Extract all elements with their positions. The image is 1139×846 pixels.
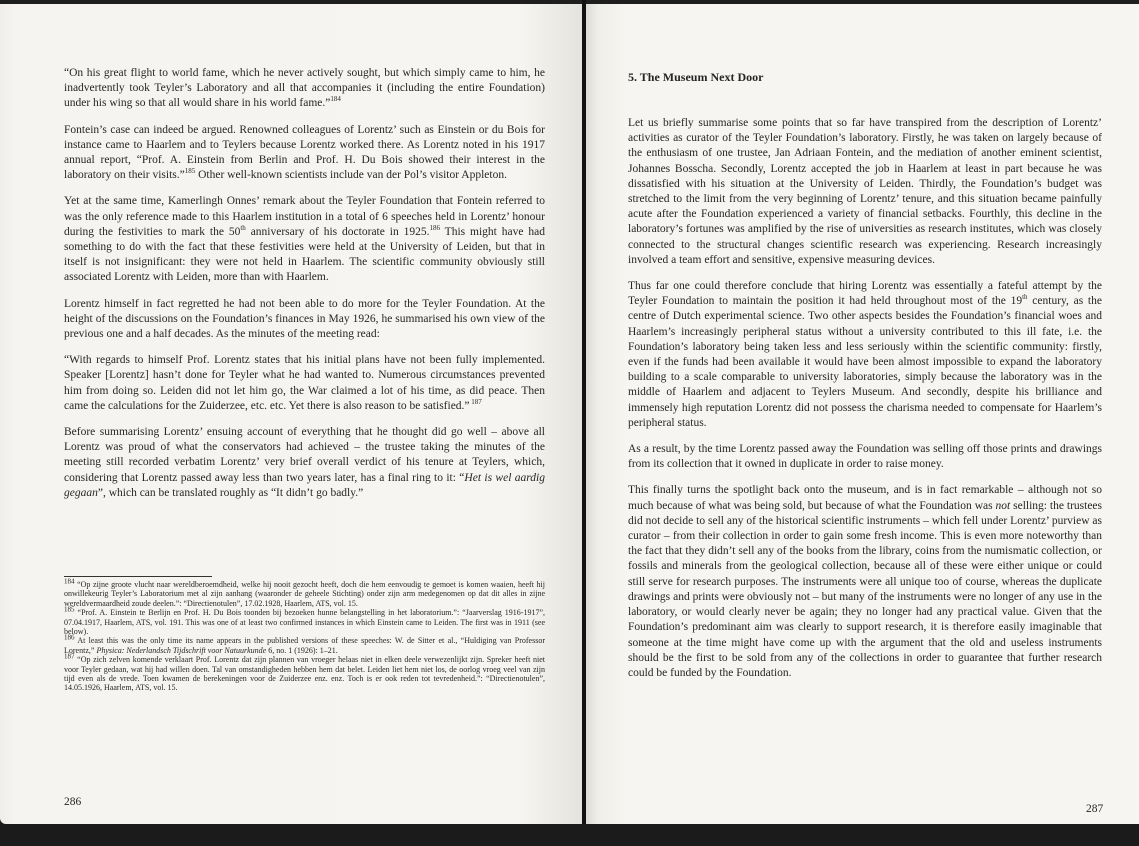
page-number-right: 287 bbox=[1086, 803, 1104, 815]
block-quote: “With regards to himself Prof. Lorentz states that his initial plans have not been fully implemented. Speaker [Lorentz] hasn’t done for Teyler what he had wanted to. Numerous circumstances prevented him from doing so. Leiden did not let him go, the War claimed a lot of his time, as did peace. Then came the calculations for the Zuiderzee, etc. etc. Yet there is also reason to be satisfied.” $^{187}$ bbox=[64, 354, 545, 412]
paragraph: Thus far one could therefore conclude that hiring Lorentz was essentially a fateful attempt by the Teyler Foundation to maintain the position it had held throughout most of the 19th century, as the centre of Dutch experimental science. Two other aspects besides the Foundation’s financial woes and Haarlem’s increasingly peripheral status without a university contributed to this ill fate, i.e. the Foundation’s laboratory being taken less and less seriously within the scientific community: firstly, even if the funds had been available it would have been almost impossible to expand the laboratory building to a scale comparable to university laboratories, simply because the laboratory was in the middle of Haarlem and adjacent to Teylers Museum. And secondly, despite his brilliance and immensely high reputation Lorentz did not possess the charisma needed to compensate for Haarlem’s peripheral status. bbox=[628, 280, 1102, 429]
paragraph: Before summarising Lorentz’ ensuing account of everything that he thought did go well – above all Lorentz was proud of what the conservators had achieved – the trustee taking the minutes of the meeting still recorded verbatim Lorentz’ very brief overall verdict of his tenure at Teylers, which, considering that Lorentz passed away less than two years later, has a final ring to it: “Het is wel aardig gegaan”, which can be translated roughly as “It didn’t go badly.” bbox=[64, 426, 545, 499]
footnote-ref: 186 bbox=[429, 224, 440, 232]
footnote: $^{187}$ “Op zich zelven komende verklaart Prof. Lorentz dat zijn plannen van vroeger helaas niet in elken deele verwezenlijkt zijn. Spreker heeft niet voor Teyler gedaan, wat hij had willen doen. Tal van omstandigheden hebben hem dat belet. Leiden liet hem niet los, de oorlog vroeg veel van zijn tijd even als de vrede. Toen kwamen de berekeningen voor de Zuiderzee enz. enz. Toch is er ook reden tot tevredenheid.”: “Directienotulen”, 14.05.1926, Haarlem, ATS, vol. 15. bbox=[64, 652, 545, 693]
paragraph: As a result, by the time Lorentz passed away the Foundation was selling off those prints and drawings from its collection that it owned in duplicate in order to raise money. bbox=[628, 443, 1102, 471]
footnote-ref: 187 bbox=[469, 398, 482, 407]
footnote: $^{184}$ “Op zijne groote vlucht naar wereldberoemdheid, welke hij nooit gezocht heeft, doch die hem eenvoudig te gemoet is komen waaien, heeft hij onwillekeurig Teyler’s Laboratorium met al zijn aanhang (waaronder de geheele Stichting) onder zijn arm medegenomen op dat dit alles in zijne wereldvermaardheid zoude deelen.”: “Directienotulen”, 17.02.1928, Haarlem, ATS, vol. 15. bbox=[64, 577, 545, 608]
section-heading: 5. The Museum Next Door bbox=[628, 70, 764, 84]
page-number-left: 286 bbox=[64, 796, 82, 808]
right-body-text bbox=[628, 116, 1102, 692]
paragraph: Let us briefly summarise some points that so far have transpired from the description of Lorentz’ activities as curator of the Teyler Foundation’s laboratory. Firstly, he was taken on largely because of the enthusiasm of one trustee, Jan Adriaan Fontein, and the mediation of another eminent scientist, Johannes Bosscha. Secondly, Lorentz accepted the job in Haarlem at least in part because he was dissatisfied with his situation at the University of Leiden. Thirdly, the Foundation’s budget was stretched to the limit from the very beginning of Lorentz’ tenure, and this situation became painfully acute after the Foundation experienced a variety of financial setbacks. Fourthly, this decline in the laboratory’s fortunes was amplified by the rise of universities as research institutes, which was closely connected to the structural changes scientific research was experiencing. Research increasingly involved a team effort and sensitive, expensive measuring devices. bbox=[628, 117, 1102, 266]
paragraph: “On his great flight to world fame, which he never actively sought, but which simply came to him, he inadvertently took Teyler’s Laboratory and all that accompanies it (including the entire Foundation) under his wing so that all would share in his world fame.”$^{184}$ bbox=[64, 67, 545, 110]
paragraph: This finally turns the spotlight back onto the museum, and is in fact remarkable – although not so much because of what was being sold, but because of what the Foundation was not selling: the trustees did not decide to sell any of the historical scientific instruments – which fell under Lorentz’ purview as curator – from their collection in order to gain some fresh income. This is even more noteworthy than the fact that they didn’t sell any of the books from the library, coins from the numismatic collection, or fossils and minerals from the geological collection, because all of these were either unique or could still serve for research purposes. The instruments were all unique too of course, whereas the duplicate drawings and prints were obviously not – but many of the instruments were no longer of any use in the laboratory, or would clearly never be again; they no longer had any practical value. Given that the Foundation’s predominant aim was clearly to support research, it is therefore easily imaginable that someone at the time might have come up with the argument that the old and useless instruments should be the first to be sold from any of the collections in order to guarantee that further research could be funded by the Foundation. bbox=[628, 484, 1103, 679]
footnote: $^{186}$ At least this was the only time its name appears in the published versions of these speeches: W. de Sitter et al., “Huldiging van Professor Lorentz,” Physica: Nederlandsch Tijdschrift voor Natuurkunde 6, no. 1 (1926): 1–21. bbox=[64, 633, 545, 655]
footnote-ref: 185 bbox=[184, 167, 196, 176]
paragraph: Lorentz himself in fact regretted he had not been able to do more for the Teyler Foundation. At the height of the discussions on the Foundation’s finances in May 1926, he summarised his own view of the previous one and a half decades. As the minutes of the meeting read: bbox=[64, 297, 545, 341]
footnote: $^{185}$ “Prof. A. Einstein te Berlijn en Prof. H. Du Bois toonden bij bezoeken hunne belangstelling in het laboratorium.”: “Jaarverslag 1916-1917”, 07.04.1917, Haarlem, ATS, vol. 191. This was one of at least two confirmed instances in which Einstein came to Leiden. The first was in 1911 (see below). bbox=[64, 605, 545, 637]
footnote-ref: 184 bbox=[330, 95, 341, 104]
paragraph: Fontein’s case can indeed be argued. Renowned colleagues of Lorentz’ such as Einstein or du Bois for instance came to Haarlem and to Teylers because Lorentz worked there. As Lorentz noted in his 1917 annual report, “Prof. A. Einstein from Berlin and Prof. H. Du Bois showed their interest in the laboratory on their visits.”$^{185}$ Other well-known scientists include van der Pol’s visitor Appleton. bbox=[64, 123, 545, 182]
footnote-separator bbox=[64, 576, 212, 577]
paragraph: Yet at the same time, Kamerlingh Onnes’ remark about the Teyler Foundation that Fontein referred to was the only reference made to this Haarlem institution in a total of 6 speeches held in Lorentz’ honour during the festivities to mark the 50th anniversary of his doctorate in 1925.$^{186}$ This might have had something to do with the fact that these festivities were held at the University of Leiden, but that in itself is not insignificant: they were not held in Haarlem. The scientific community obviously still associated Lorentz with Leiden, more than with Haarlem. bbox=[64, 195, 545, 284]
book-gutter bbox=[582, 0, 586, 846]
scan-bottom-edge bbox=[0, 824, 1139, 846]
footnotes bbox=[64, 577, 545, 693]
left-body-text bbox=[64, 66, 545, 512]
